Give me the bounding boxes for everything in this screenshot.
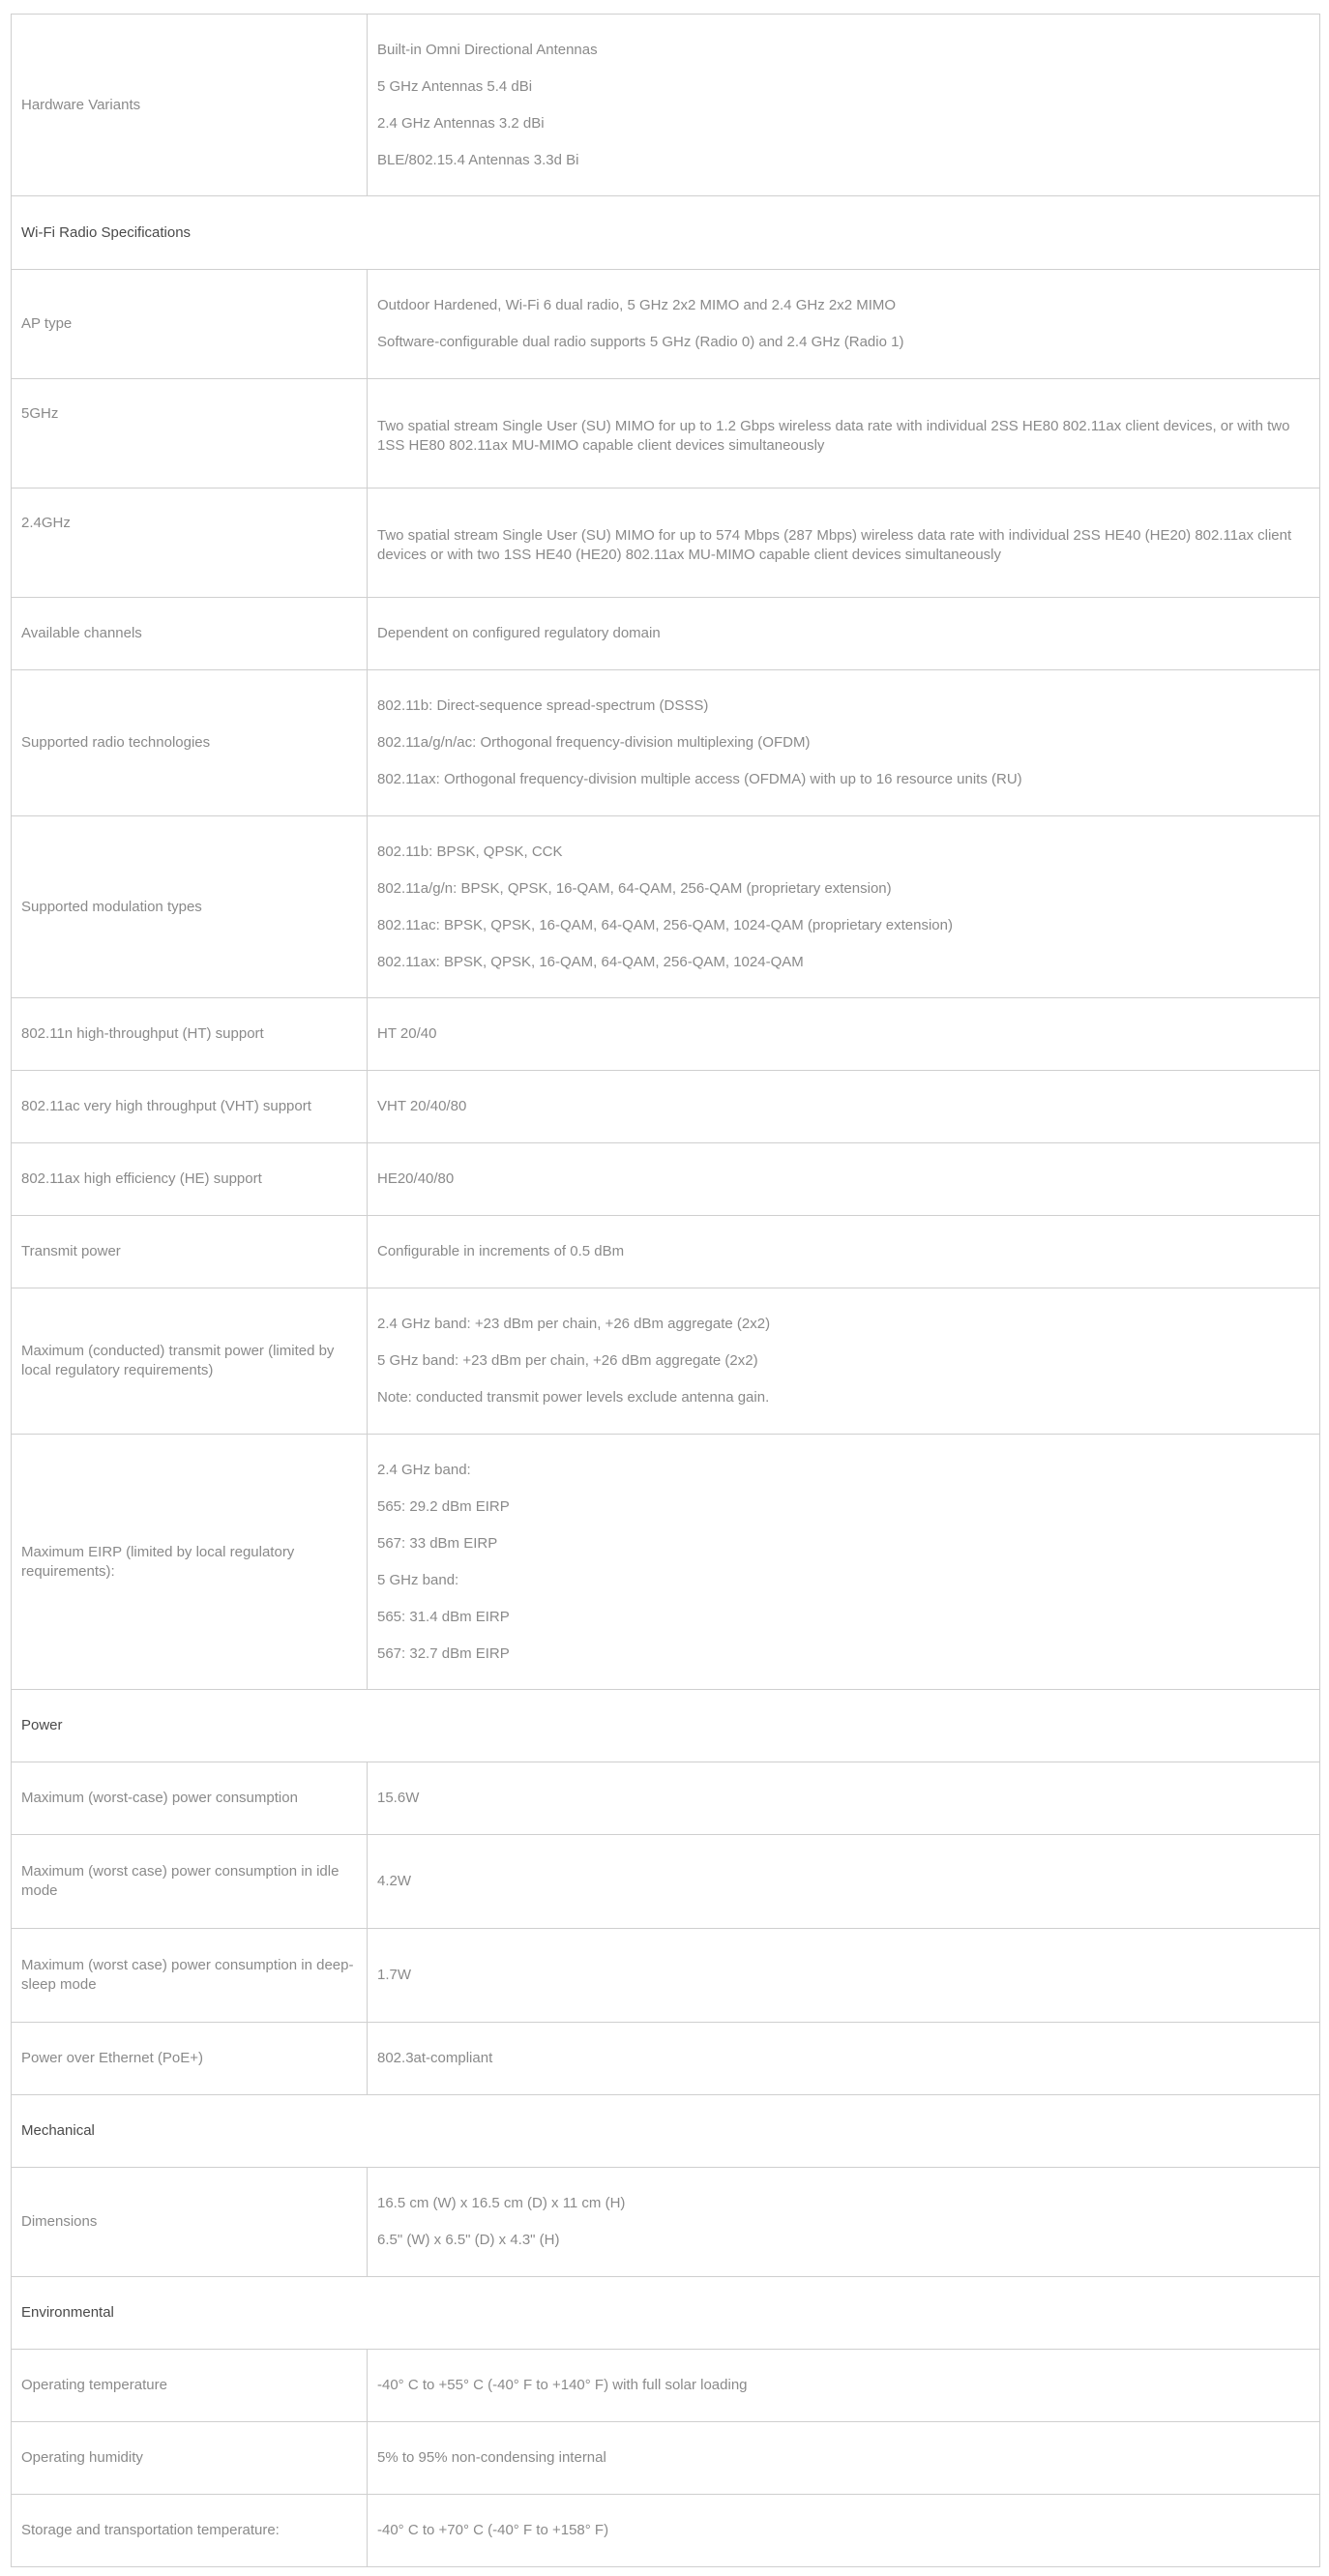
table-row	[12, 1929, 1320, 2023]
value-line: Note: conducted transmit power levels exclude antenna gain.	[377, 1389, 770, 1406]
row-label: Dimensions	[12, 2168, 368, 2277]
section-row	[12, 1690, 1320, 1762]
spec-table	[11, 14, 1320, 2567]
row-value	[368, 1143, 1320, 1216]
value-line: Configurable in increments of 0.5 dBm	[377, 1243, 625, 1259]
value-line: 1.7W	[377, 1967, 412, 1983]
value-line: 2.4 GHz Antennas 3.2 dBi	[377, 114, 545, 132]
row-value	[368, 1762, 1320, 1835]
value-line: VHT 20/40/80	[377, 1098, 467, 1114]
value-line: 5 GHz Antennas 5.4 dBi	[377, 77, 533, 95]
row-label: 802.11ax high efficiency (HE) support	[12, 1143, 368, 1216]
value-line: BLE/802.15.4 Antennas 3.3d Bi	[377, 151, 579, 168]
row-value	[368, 1435, 1320, 1690]
value-line: 802.11ax: BPSK, QPSK, 16-QAM, 64-QAM, 256-QAM, 1024-QAM	[377, 953, 804, 970]
row-label: Available channels	[12, 598, 368, 670]
row-value	[368, 1288, 1320, 1435]
row-label: 2.4GHz	[12, 489, 368, 598]
row-value	[368, 670, 1320, 816]
table-row	[12, 2495, 1320, 2567]
value-line: 6.5" (W) x 6.5" (D) x 4.3" (H)	[377, 2232, 560, 2248]
row-label: Maximum (worst-case) power consumption	[12, 1762, 368, 1835]
section-row	[12, 2277, 1320, 2350]
row-value	[368, 379, 1320, 489]
section-heading: Environmental	[12, 2277, 1320, 2350]
table-row	[12, 1216, 1320, 1288]
row-value	[368, 489, 1320, 598]
row-label: Maximum (worst case) power consumption in deep-sleep mode	[12, 1929, 368, 2023]
value-line: 802.11b: Direct-sequence spread-spectrum (DSSS)	[377, 697, 709, 714]
value-line: -40° C to +70° C (-40° F to +158° F)	[377, 2522, 609, 2538]
row-label: Power over Ethernet (PoE+)	[12, 2023, 368, 2095]
row-label: Storage and transportation temperature:	[12, 2495, 368, 2567]
table-row	[12, 1762, 1320, 1835]
table-row	[12, 1143, 1320, 1216]
table-row	[12, 270, 1320, 379]
section-heading: Power	[12, 1690, 1320, 1762]
value-line: 4.2W	[377, 1873, 412, 1889]
row-label: AP type	[12, 270, 368, 379]
table-row	[12, 1288, 1320, 1435]
table-row	[12, 379, 1320, 489]
row-value	[368, 270, 1320, 379]
row-value	[368, 2422, 1320, 2495]
value-line: 565: 29.2 dBm EIRP	[377, 1497, 510, 1515]
section-row	[12, 196, 1320, 270]
value-line: 802.11a/g/n: BPSK, QPSK, 16-QAM, 64-QAM, 256-QAM (proprietary extension)	[377, 879, 892, 897]
table-row	[12, 816, 1320, 998]
value-line: 567: 32.7 dBm EIRP	[377, 1644, 510, 1662]
value-line: 2.4 GHz band:	[377, 1461, 471, 1478]
table-row	[12, 598, 1320, 670]
row-label: 802.11n high-throughput (HT) support	[12, 998, 368, 1071]
row-label: Hardware Variants	[12, 15, 368, 196]
value-line: Outdoor Hardened, Wi-Fi 6 dual radio, 5 GHz 2x2 MIMO and 2.4 GHz 2x2 MIMO	[377, 297, 897, 313]
row-label: 802.11ac very high throughput (VHT) support	[12, 1071, 368, 1143]
row-value	[368, 15, 1320, 196]
table-row	[12, 2422, 1320, 2495]
row-value	[368, 1071, 1320, 1143]
value-line: 802.3at-compliant	[377, 2050, 493, 2066]
row-label: Maximum (worst case) power consumption in idle mode	[12, 1835, 368, 1929]
section-row	[12, 2095, 1320, 2168]
table-row	[12, 670, 1320, 816]
value-line: Software-configurable dual radio supports 5 GHz (Radio 0) and 2.4 GHz (Radio 1)	[377, 334, 904, 350]
row-label: Transmit power	[12, 1216, 368, 1288]
table-row	[12, 1071, 1320, 1143]
table-row	[12, 2168, 1320, 2277]
row-value	[368, 816, 1320, 998]
row-value	[368, 1216, 1320, 1288]
value-line: 5 GHz band:	[377, 1571, 459, 1588]
row-value	[368, 2350, 1320, 2422]
row-label: Supported modulation types	[12, 816, 368, 998]
table-row	[12, 2023, 1320, 2095]
value-line: Built-in Omni Directional Antennas	[377, 41, 598, 58]
row-value	[368, 1929, 1320, 2023]
row-label: Supported radio technologies	[12, 670, 368, 816]
value-line: 802.11a/g/n/ac: Orthogonal frequency-division multiplexing (OFDM)	[377, 734, 811, 751]
value-line: 16.5 cm (W) x 16.5 cm (D) x 11 cm (H)	[377, 2195, 626, 2211]
table-row	[12, 1835, 1320, 1929]
table-row	[12, 15, 1320, 196]
value-line: HE20/40/80	[377, 1170, 455, 1187]
table-row	[12, 1435, 1320, 1690]
table-row	[12, 2350, 1320, 2422]
value-line: 802.11ax: Orthogonal frequency-division multiple access (OFDMA) with up to 16 resource units (RU)	[377, 771, 1022, 787]
row-value	[368, 998, 1320, 1071]
table-row	[12, 998, 1320, 1071]
row-value	[368, 2023, 1320, 2095]
row-label: Maximum EIRP (limited by local regulatory requirements):	[12, 1435, 368, 1690]
row-value	[368, 2168, 1320, 2277]
value-line: 567: 33 dBm EIRP	[377, 1534, 498, 1552]
section-heading: Wi-Fi Radio Specifications	[12, 196, 1320, 270]
value-line: 2.4 GHz band: +23 dBm per chain, +26 dBm aggregate (2x2)	[377, 1316, 771, 1332]
table-row	[12, 489, 1320, 598]
row-value	[368, 598, 1320, 670]
value-line: 565: 31.4 dBm EIRP	[377, 1608, 510, 1625]
value-line: 5 GHz band: +23 dBm per chain, +26 dBm aggregate (2x2)	[377, 1352, 758, 1369]
row-value	[368, 2495, 1320, 2567]
value-line: Two spatial stream Single User (SU) MIMO for up to 1.2 Gbps wireless data rate with individual 2SS HE80 802.11ax client devices, or with two 1SS HE80 802.11ax MU-MIMO capable client devices simultaneously	[377, 418, 1290, 454]
value-line: 802.11b: BPSK, QPSK, CCK	[377, 843, 563, 860]
row-label: Operating humidity	[12, 2422, 368, 2495]
section-heading: Mechanical	[12, 2095, 1320, 2168]
value-line: Dependent on configured regulatory domain	[377, 625, 661, 641]
row-label: Operating temperature	[12, 2350, 368, 2422]
row-label: 5GHz	[12, 379, 368, 489]
value-line: -40° C to +55° C (-40° F to +140° F) with full solar loading	[377, 2377, 748, 2393]
value-line: 802.11ac: BPSK, QPSK, 16-QAM, 64-QAM, 256-QAM, 1024-QAM (proprietary extension)	[377, 916, 953, 933]
row-value	[368, 1835, 1320, 1929]
row-label: Maximum (conducted) transmit power (limited by local regulatory requirements)	[12, 1288, 368, 1435]
value-line: Two spatial stream Single User (SU) MIMO for up to 574 Mbps (287 Mbps) wireless data rate with individual 2SS HE40 (HE20) 802.11ax client devices or with two 1SS HE40 (HE20) 802.11ax MU-MIMO capable client devices simultaneously	[377, 527, 1292, 563]
value-line: 15.6W	[377, 1790, 420, 1806]
value-line: HT 20/40	[377, 1025, 437, 1042]
value-line: 5% to 95% non-condensing internal	[377, 2449, 606, 2466]
